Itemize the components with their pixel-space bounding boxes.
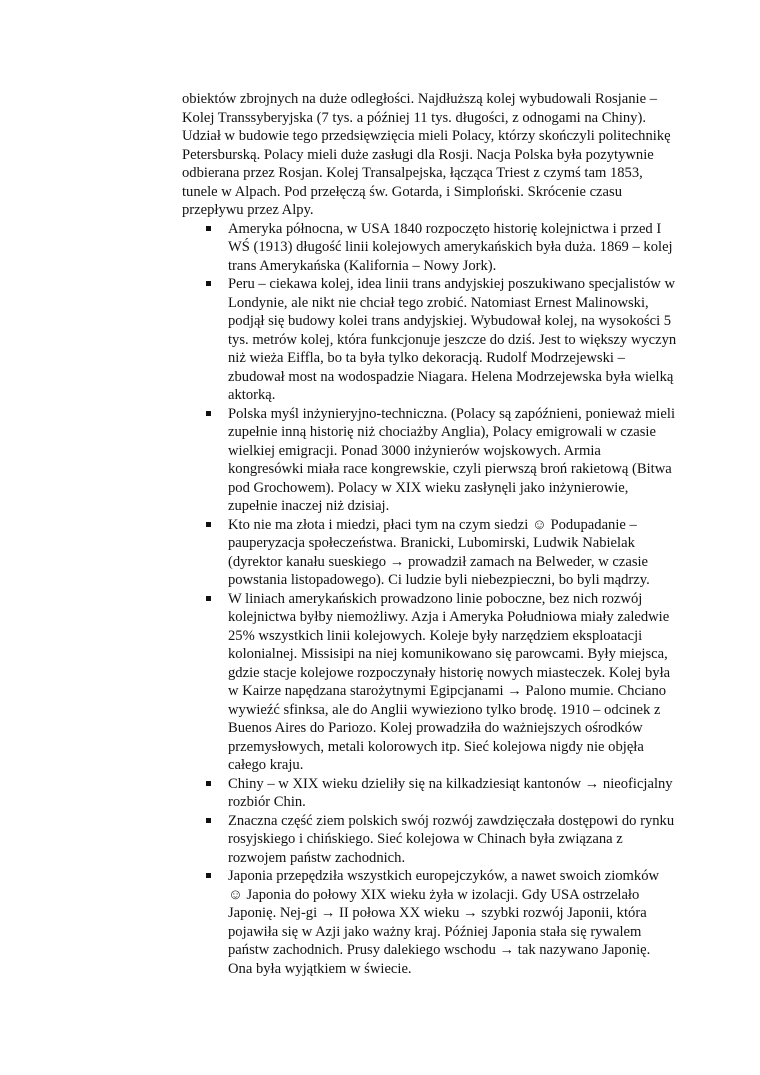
square-bullet-icon xyxy=(206,873,211,878)
square-bullet-icon xyxy=(206,411,211,416)
list-item xyxy=(228,275,677,405)
list-item xyxy=(228,590,677,775)
bullet-list xyxy=(182,220,677,979)
square-bullet-icon xyxy=(206,226,211,231)
list-item xyxy=(228,812,677,868)
list-item-text: Polska myśl inżynieryjno-techniczna. (Polacy są zapóźnieni, ponieważ mieli zupełnie inną historię niż chociażby Anglia), Polacy emigrowali w czasie wielkiej emigracji. Ponad 3000 inżynierów wojskowych. Armia kongresówki miała race kongrewskie, czyli pierwszą broń rakietową (Bitwa pod Grochowem). Polacy w XIX wieku zasłynęli jako inżynierowie, zupełnie inaczej niż dzisiaj. xyxy=(228,405,675,514)
list-item-text: Chiny – w XIX wieku dzieliły się na kilkadziesiąt kantonów → nieoficjalny rozbiór Chin. xyxy=(228,775,673,810)
list-item-text: Znaczna część ziem polskich swój rozwój zawdzięczała dostępowi do rynku rosyjskiego i chińskiego. Sieć kolejowa w Chinach była związana z rozwojem państw zachodnich. xyxy=(228,812,675,866)
list-item xyxy=(228,775,677,812)
square-bullet-icon xyxy=(206,596,211,601)
list-item xyxy=(228,405,677,516)
list-item xyxy=(228,516,677,590)
document-page xyxy=(182,90,677,978)
list-item-text: W liniach amerykańskich prowadzono linie poboczne, bez nich rozwój kolejnictwa byłby niemożliwy. Azja i Ameryka Południowa miały zaledwie 25% wszystkich linii kolejowych. Koleje były narzędziem eksploatacji kolonialnej. Missisipi na niej komunikowano się parowcami. Były miejsca, gdzie stacje kolejowe rozpoczynały historię nowych miasteczek. Kolej była w Kairze napędzana starożytnymi Egipcjanami → Palono mumie. Chciano wywieźć sfinksa, ale do Anglii wywieziono tylko brodę. 1910 – odcinek z Buenos Aires do Pariozo. Kolej prowadziła do ważniejszych ośrodków przemysłowych, metali kolorowych itp. Sieć kolejowa nigdy nie objęła całego kraju. xyxy=(228,590,671,773)
square-bullet-icon xyxy=(206,818,211,823)
list-item xyxy=(228,220,677,276)
square-bullet-icon xyxy=(206,522,211,527)
list-item-text: Ameryka północna, w USA 1840 rozpoczęto historię kolejnictwa i przed I WŚ (1913) długość linii kolejowych amerykańskich była duża. 1869 – kolej trans Amerykańska (Kalifornia – Nowy Jork). xyxy=(228,220,673,274)
square-bullet-icon xyxy=(206,281,211,286)
list-item xyxy=(228,867,677,978)
square-bullet-icon xyxy=(206,781,211,786)
list-item-text: Japonia przepędziła wszystkich europejczyków, a nawet swoich ziomków ☺ Japonia do połowy XIX wieku żyła w izolacji. Gdy USA ostrzelało Japonię. Nej-gi → II połowa XX wieku → szybki rozwój Japonii, która pojawiła się w Azji jako ważny kraj. Później Japonia stała się rywalem państw zachodnich. Prusy dalekiego wschodu → tak nazywano Japonię. Ona była wyjątkiem w świecie. xyxy=(228,868,660,977)
list-item-text: Kto nie ma złota i miedzi, płaci tym na czym siedzi ☺ Podupadanie – pauperyzacja społeczeństwa. Branicki, Lubomirski, Ludwik Nabielak (dyrektor kanału sueskiego → prowadził zamach na Belweder, w czasie powstania listopadowego). Ci ludzie byli niebezpieczni, bo byli mądrzy. xyxy=(228,516,650,588)
list-item-text: Peru – ciekawa kolej, idea linii trans andyjskiej poszukiwano specjalistów w Londynie, ale nikt nie chciał tego zrobić. Natomiast Ernest Malinowski, podjął się budowy kolei trans andyjskiej. Wybudował kolej, na wysokości 5 tys. metrów kolej, która funkcjonuje jeszcze do dziś. Jest to większy wyczyn niż wieża Eiffla, bo ta była tylko dekoracją. Rudolf Modrzejewski – zbudował most na wodospadzie Niagara. Helena Modrzejewska była wielką aktorką. xyxy=(228,276,677,403)
intro-paragraph: obiektów zbrojnych na duże odległości. Najdłuższą kolej wybudowali Rosjanie – Kolej Transsyberyjska (7 tys. a później 11 tys. długości, z odnogami na Chiny). Udział w budowie tego przedsięwzięcia mieli Polacy, którzy skończyli politechnikę Petersburską. Polacy mieli duże zasługi dla Rosji. Nacja Polska była pozytywnie odbierana przez Rosjan. Kolej Transalpejska, łącząca Triest z czymś tam 1853, tunele w Alpach. Pod przełęczą św. Gotarda, i Simploński. Skrócenie czasu przepływu przez Alpy. xyxy=(182,91,671,218)
